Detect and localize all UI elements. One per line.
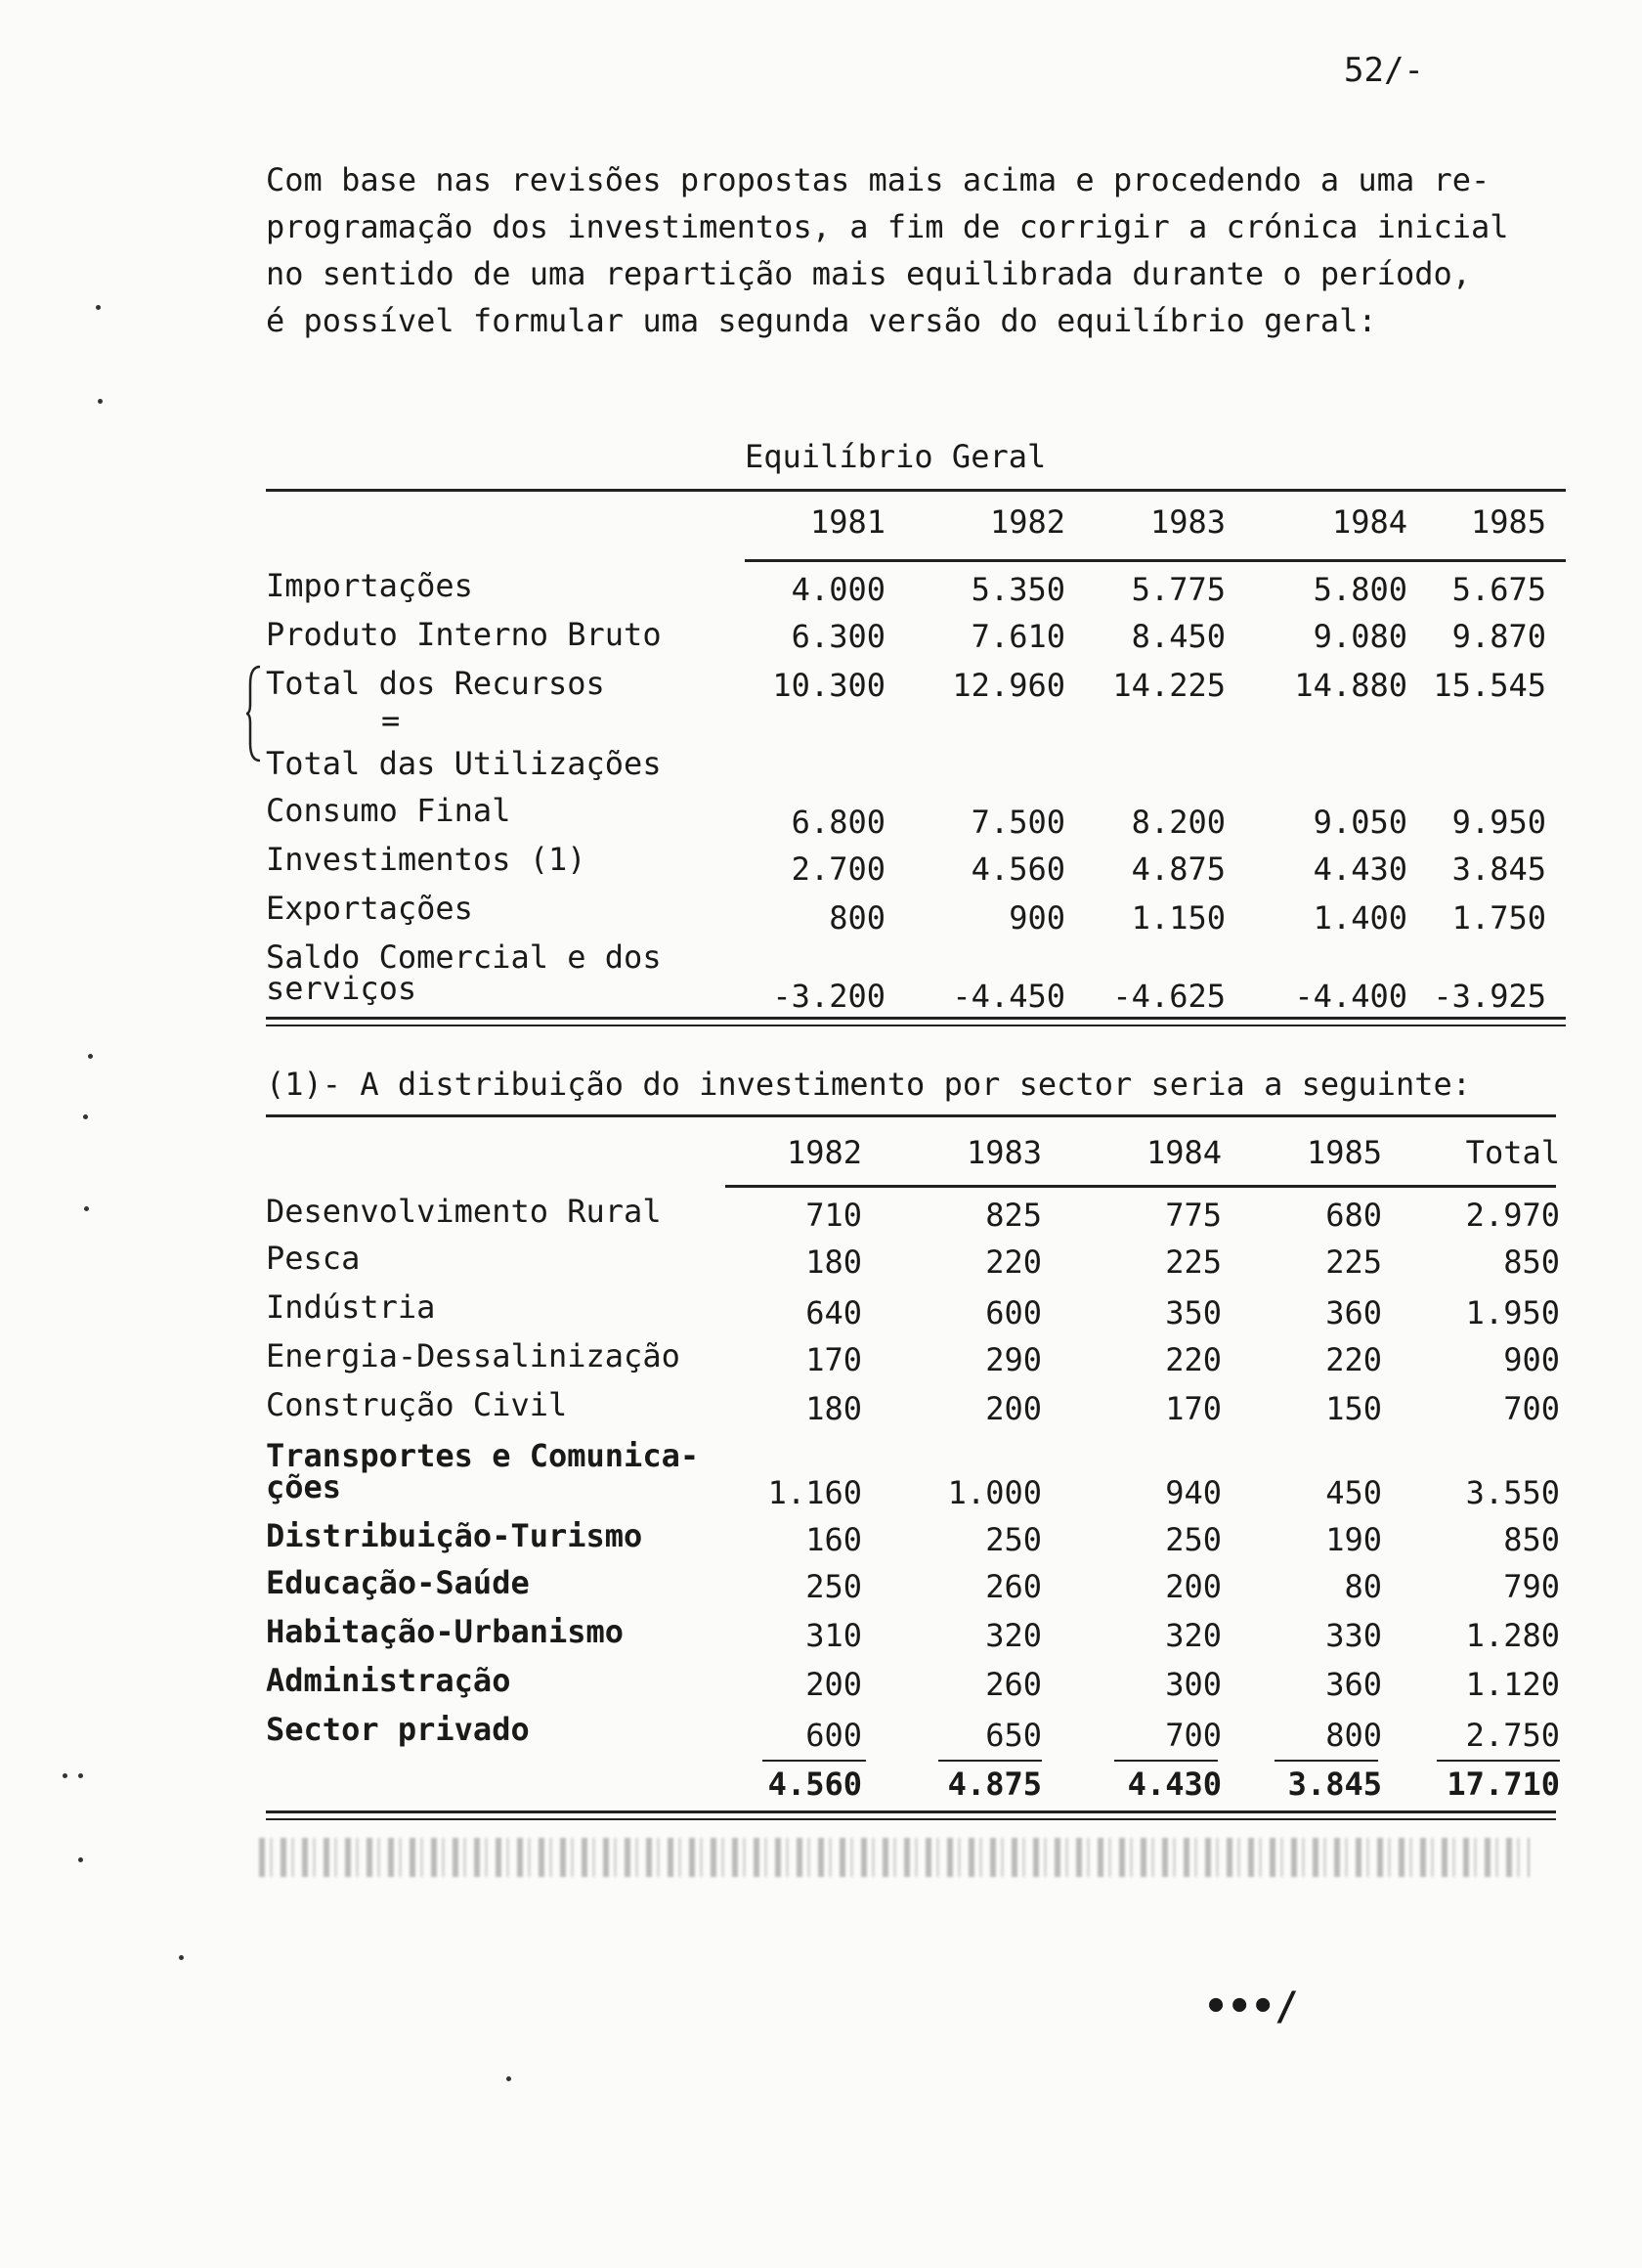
table2-cell: 200: [805, 1666, 862, 1703]
table2-cell: 640: [805, 1294, 862, 1331]
table2-row-label: Construção Civil: [266, 1386, 568, 1423]
table2-row-label: Administração: [266, 1662, 511, 1699]
scan-speck: [96, 305, 101, 310]
table2-row-label: Distribuição-Turismo: [266, 1517, 643, 1554]
scan-speck: [84, 1206, 89, 1211]
table2-total-cell: 4.430: [1127, 1766, 1222, 1803]
table2-cell: 250: [985, 1521, 1042, 1558]
table1-cell: 6.300: [791, 618, 886, 655]
table2-row-label: Habitação-Urbanismo: [266, 1613, 625, 1650]
table2-cell: 650: [985, 1717, 1042, 1754]
scan-speck: [88, 1054, 93, 1059]
table1-cell: 7.610: [971, 618, 1065, 655]
scan-speck: [83, 1114, 88, 1119]
table1-year-header: 1981: [809, 503, 886, 541]
brace-mark: [246, 665, 262, 763]
table2-row-label: Educação-Saúde: [266, 1564, 530, 1601]
table1-cell: -4.450: [952, 978, 1065, 1015]
scan-speck: [506, 2076, 511, 2081]
table1-cell: 12.960: [952, 667, 1065, 704]
table2-total-cell: 4.875: [947, 1766, 1042, 1803]
table2-cell: 180: [805, 1243, 862, 1281]
scan-speck: [179, 1955, 184, 1960]
scan-speck: [98, 399, 103, 404]
table1-cell: 1.750: [1451, 899, 1546, 937]
table2-cell: 800: [1325, 1717, 1382, 1754]
table1-top-rule: [266, 489, 1566, 492]
table1-cell: 5.675: [1451, 571, 1546, 608]
sum-underline: [1114, 1760, 1218, 1762]
sum-underline: [1275, 1760, 1378, 1762]
table2-cell: 710: [805, 1197, 862, 1234]
equals-mark: =: [381, 702, 401, 739]
table2-column-header: 1984: [1145, 1134, 1222, 1171]
continuation-mark: •••/: [1204, 1984, 1299, 2029]
table1-row-label-cont: serviços: [266, 970, 417, 1007]
intro-line: é possível formular uma segunda versão do equilíbrio geral:: [266, 302, 1377, 339]
table1-cell: 5.350: [971, 571, 1065, 608]
table1-year-header: 1985: [1470, 503, 1546, 541]
table1-cell: 9.080: [1313, 618, 1407, 655]
table2-cell: 200: [1165, 1568, 1222, 1605]
table2-row-label: Indústria: [266, 1288, 436, 1326]
table2-row-label: Transportes e Comunica-: [266, 1437, 700, 1474]
table2-cell: 300: [1165, 1666, 1222, 1703]
table1-cell: 5.775: [1131, 571, 1226, 608]
table1-cell: 2.700: [791, 850, 886, 888]
table1-bottom-rule: [266, 1025, 1566, 1026]
table2-cell: 250: [805, 1568, 862, 1605]
table1-cell: 1.400: [1313, 899, 1407, 937]
table1-row-label: Investimentos (1): [266, 841, 586, 878]
table2-cell: 790: [1503, 1568, 1560, 1605]
table2-cell: 180: [805, 1390, 862, 1427]
table2-cell: 600: [985, 1294, 1042, 1331]
table1-title: Equilíbrio Geral: [745, 438, 1047, 475]
table1-cell: 10.300: [772, 667, 886, 704]
table2-column-header: 1983: [966, 1134, 1042, 1171]
table1-year-header: 1983: [1149, 503, 1226, 541]
table1-cell: -4.625: [1112, 978, 1226, 1015]
table1-bottom-rule: [266, 1017, 1566, 1020]
page-number: 52/-: [1344, 51, 1424, 90]
table1-row-label: Produto Interno Bruto: [266, 616, 662, 653]
table2-total-cell: 17.710: [1447, 1766, 1560, 1803]
table1-year-header: 1982: [989, 503, 1065, 541]
table2-cell: 170: [805, 1341, 862, 1378]
table2-cell: 1.000: [947, 1474, 1042, 1511]
table1-row-label: Total das Utilizações: [266, 745, 662, 782]
table2-cell: 190: [1325, 1521, 1382, 1558]
table2-column-header: 1985: [1306, 1134, 1382, 1171]
table2-cell: 900: [1503, 1341, 1560, 1378]
table2-column-header: 1982: [786, 1134, 862, 1171]
table2-row-label: Desenvolvimento Rural: [266, 1193, 662, 1230]
table2-cell: 170: [1165, 1390, 1222, 1427]
table1-cell: 15.545: [1433, 667, 1546, 704]
table2-cell: 250: [1165, 1521, 1222, 1558]
table2-cell: 600: [805, 1717, 862, 1754]
sum-underline: [762, 1760, 866, 1762]
table1-header-rule: [745, 559, 1566, 562]
table2-header-rule: [725, 1185, 1556, 1188]
table1-cell: 8.450: [1131, 618, 1226, 655]
sum-underline: [938, 1760, 1042, 1762]
table1-cell: 9.050: [1313, 804, 1407, 841]
table1-cell: 900: [1009, 899, 1065, 937]
table1-row-label: Consumo Final: [266, 792, 511, 829]
table1-cell: 4.430: [1313, 850, 1407, 888]
table2-cell: 225: [1165, 1243, 1222, 1281]
table2-cell: 310: [805, 1617, 862, 1654]
scan-speck: [78, 1773, 83, 1778]
table2-cell: 450: [1325, 1474, 1382, 1511]
table2-cell: 940: [1165, 1474, 1222, 1511]
table2-cell: 775: [1165, 1197, 1222, 1234]
table2-cell: 150: [1325, 1390, 1382, 1427]
table2-total-cell: 4.560: [767, 1766, 862, 1803]
table2-bottom-rule: [266, 1810, 1556, 1813]
table2-cell: 2.970: [1465, 1197, 1560, 1234]
table1-cell: 1.150: [1131, 899, 1226, 937]
table1-cell: 4.000: [791, 571, 886, 608]
table2-row-label: Sector privado: [266, 1711, 530, 1748]
table1-cell: 4.560: [971, 850, 1065, 888]
table2-cell: 825: [985, 1197, 1042, 1234]
table2-cell: 260: [985, 1568, 1042, 1605]
table1-row-label: Total dos Recursos: [266, 665, 605, 702]
table2-row-label: Energia-Dessalinização: [266, 1337, 680, 1374]
table1-cell: 800: [829, 899, 886, 937]
table1-cell: 14.880: [1294, 667, 1407, 704]
table1-cell: 5.800: [1313, 571, 1407, 608]
scan-speck: [78, 1857, 83, 1862]
table2-cell: 700: [1165, 1717, 1222, 1754]
table2-total-cell: 3.845: [1287, 1766, 1382, 1803]
intro-line: Com base nas revisões propostas mais acima e procedendo a uma re-: [266, 161, 1491, 198]
table2-cell: 80: [1344, 1568, 1382, 1605]
illegible-text-smudge: [259, 1838, 1530, 1877]
table1-cell: -4.400: [1294, 978, 1407, 1015]
table1-cell: 14.225: [1112, 667, 1226, 704]
table2-cell: 350: [1165, 1294, 1222, 1331]
table2-cell: 2.750: [1465, 1717, 1560, 1754]
table2-cell: 3.550: [1465, 1474, 1560, 1511]
table1-cell: 4.875: [1131, 850, 1226, 888]
table2-cell: 680: [1325, 1197, 1382, 1234]
table2-cell: 320: [985, 1617, 1042, 1654]
intro-line: programação dos investimentos, a fim de corrigir a crónica inicial: [266, 208, 1509, 245]
intro-line: no sentido de uma repartição mais equilibrada durante o período,: [266, 255, 1471, 292]
table2-cell: 1.160: [767, 1474, 862, 1511]
sum-underline: [1437, 1760, 1560, 1762]
table1-cell: 8.200: [1131, 804, 1226, 841]
table1-cell: 6.800: [791, 804, 886, 841]
table2-cell: 320: [1165, 1617, 1222, 1654]
table2-cell: 290: [985, 1341, 1042, 1378]
table2-cell: 220: [985, 1243, 1042, 1281]
table2-bottom-rule: [266, 1818, 1556, 1820]
table2-cell: 160: [805, 1521, 862, 1558]
table1-year-header: 1984: [1331, 503, 1407, 541]
table2-cell: 260: [985, 1666, 1042, 1703]
table1-cell: -3.925: [1433, 978, 1546, 1015]
table2-cell: 220: [1165, 1341, 1222, 1378]
table1-cell: 7.500: [971, 804, 1065, 841]
table2-row-label: Pesca: [266, 1240, 361, 1277]
table2-cell: 1.280: [1465, 1617, 1560, 1654]
table2-cell: 850: [1503, 1521, 1560, 1558]
table2-row-label-cont: ções: [266, 1468, 342, 1505]
table2-column-header: Total: [1465, 1134, 1560, 1171]
footnote-title: (1)- A distribuição do investimento por sector seria a seguinte:: [266, 1066, 1471, 1103]
table2-cell: 700: [1503, 1390, 1560, 1427]
table2-cell: 225: [1325, 1243, 1382, 1281]
table2-cell: 360: [1325, 1294, 1382, 1331]
table1-cell: -3.200: [772, 978, 886, 1015]
table2-cell: 1.950: [1465, 1294, 1560, 1331]
table2-cell: 1.120: [1465, 1666, 1560, 1703]
table2-top-rule: [266, 1114, 1556, 1117]
table2-cell: 330: [1325, 1617, 1382, 1654]
table1-row-label: Saldo Comercial e dos: [266, 938, 662, 976]
table1-row-label: Importações: [266, 567, 473, 604]
table1-row-label: Exportações: [266, 890, 473, 927]
scan-speck: [63, 1773, 67, 1778]
intro-paragraph: [266, 156, 1595, 344]
table2-cell: 850: [1503, 1243, 1560, 1281]
table2-cell: 360: [1325, 1666, 1382, 1703]
table2-cell: 200: [985, 1390, 1042, 1427]
table1-cell: 9.870: [1451, 618, 1546, 655]
table2-cell: 220: [1325, 1341, 1382, 1378]
table1-cell: 9.950: [1451, 804, 1546, 841]
table1-cell: 3.845: [1451, 850, 1546, 888]
